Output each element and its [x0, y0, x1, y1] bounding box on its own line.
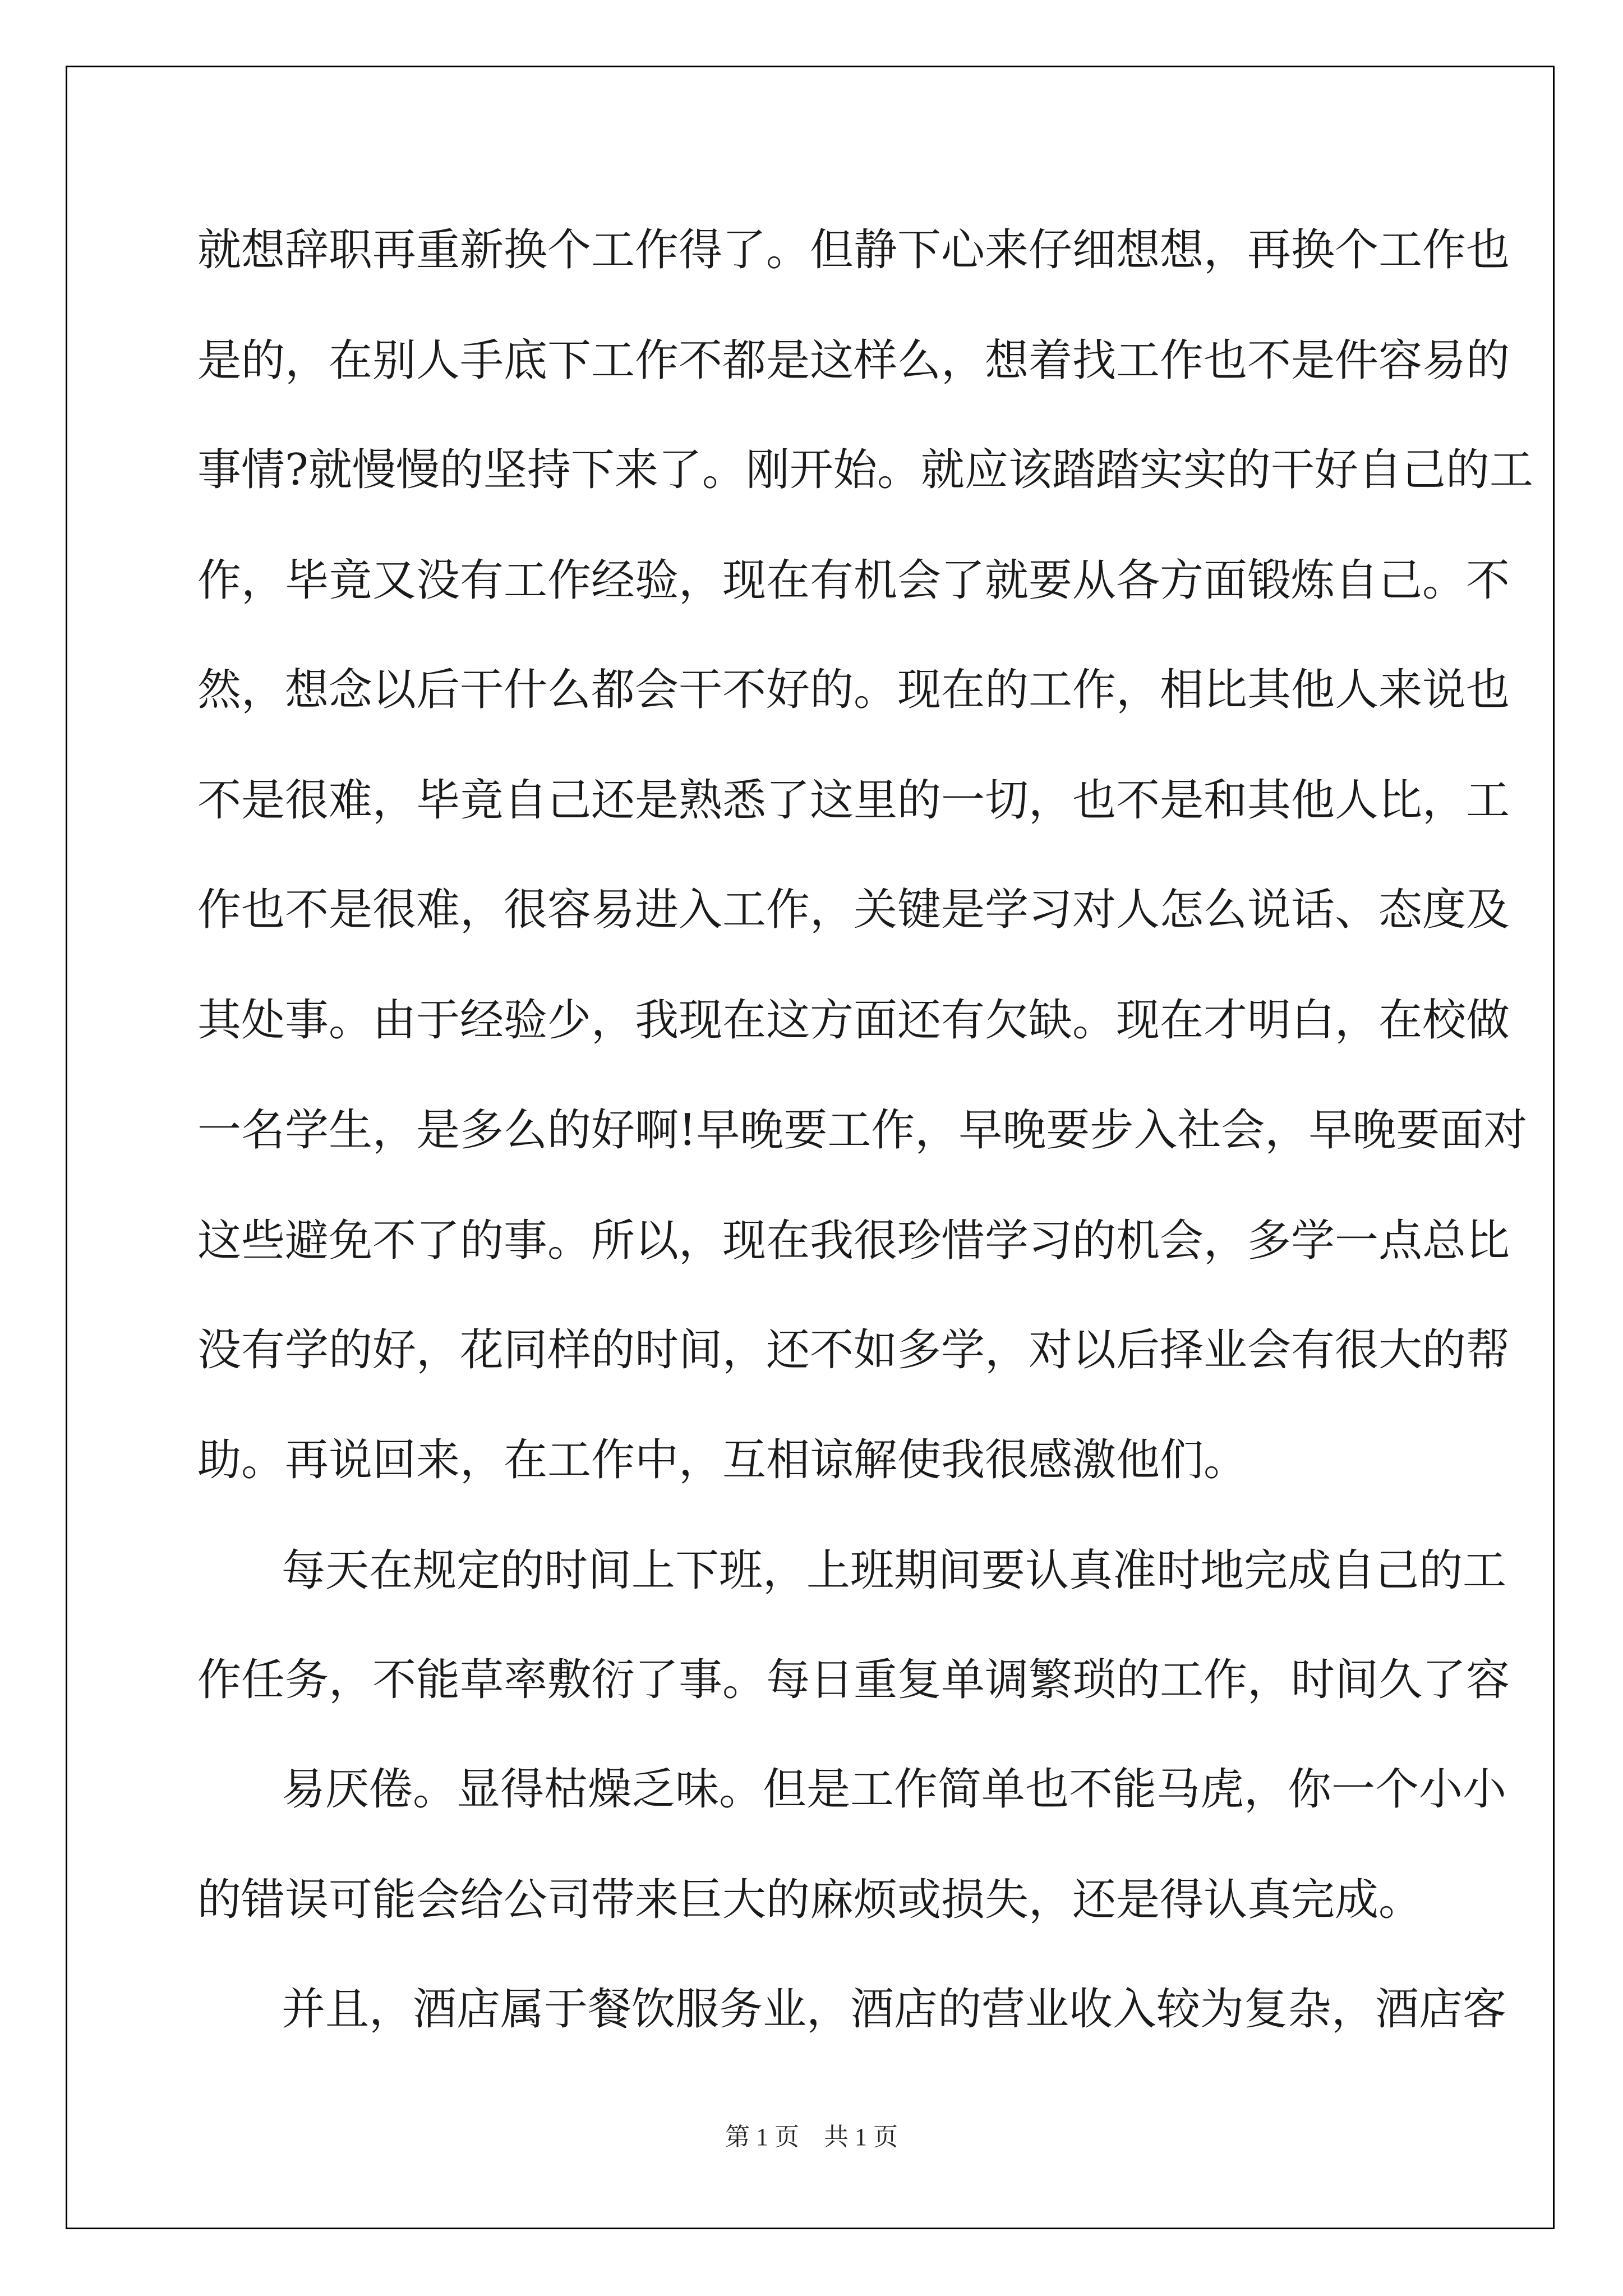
body-text-line: 其处事。由于经验少，我现在这方面还有欠缺。现在才明白，在校做	[197, 995, 1510, 1046]
body-text-line: 不是很难，毕竟自己还是熟悉了这里的一切，也不是和其他人比，工	[197, 775, 1510, 826]
paragraph-first-line: 易厌倦。显得枯燥乏味。但是工作简单也不能马虎，你一个小小	[282, 1764, 1507, 1815]
body-text-line: 助。再说回来，在工作中，互相谅解使我很感激他们。	[197, 1435, 1248, 1485]
body-text-line: 作，毕竟又没有工作经验，现在有机会了就要从各方面锻炼自己。不	[197, 555, 1510, 606]
paragraph-first-line: 并且，酒店属于餐饮服务业，酒店的营业收入较为复杂，酒店客	[282, 1984, 1507, 2035]
body-text-line: 事情?就慢慢的坚持下来了。刚开始。就应该踏踏实实的干好自己的工	[197, 445, 1533, 495]
body-text-line: 作也不是很难，很容易进入工作，关键是学习对人怎么说话、态度及	[197, 885, 1510, 935]
body-text-line: 这些避免不了的事。所以，现在我很珍惜学习的机会，多学一点总比	[197, 1216, 1510, 1266]
paragraph-first-line: 每天在规定的时间上下班，上班期间要认真准时地完成自己的工	[282, 1545, 1507, 1596]
body-text-line: 作任务，不能草率敷衍了事。每日重复单调繁琐的工作，时间久了容	[197, 1655, 1510, 1705]
page-number-footer: 第 1 页 共 1 页	[725, 2123, 898, 2151]
body-text-line: 就想辞职再重新换个工作得了。但静下心来仔细想想，再换个工作也	[197, 225, 1510, 275]
body-text-line: 然，想念以后干什么都会干不好的。现在的工作，相比其他人来说也	[197, 665, 1510, 715]
body-text-line: 的错误可能会给公司带来巨大的麻烦或损失，还是得认真完成。	[197, 1875, 1423, 1925]
body-text-line: 没有学的好，花同样的时间，还不如多学，对以后择业会有很大的帮	[197, 1325, 1510, 1375]
body-text-line: 是的，在别人手底下工作不都是这样么，想着找工作也不是件容易的	[197, 335, 1510, 386]
body-text-line: 一名学生，是多么的好啊!早晚要工作，早晚要步入社会，早晚要面对	[197, 1105, 1528, 1156]
